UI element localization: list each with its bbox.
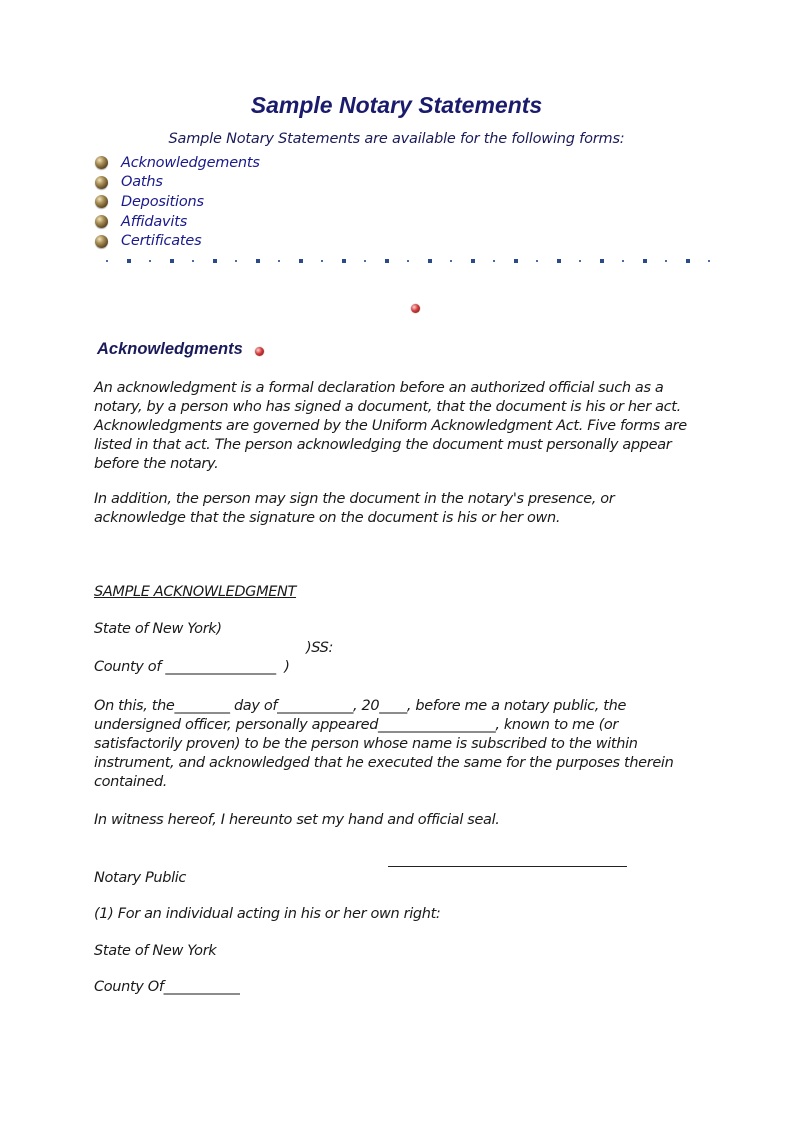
forms-list xyxy=(95,153,260,251)
page-title: Sample Notary Statements xyxy=(250,92,543,118)
list-item xyxy=(95,231,260,251)
link-oaths[interactable]: Oaths xyxy=(121,174,163,191)
list-item xyxy=(95,192,260,212)
bullet-icon xyxy=(95,176,108,189)
link-depositions[interactable]: Depositions xyxy=(121,193,204,210)
top-anchor-icon[interactable] xyxy=(411,304,420,313)
county-line-2: County Of___________ xyxy=(94,979,240,995)
bullet-icon xyxy=(95,156,108,169)
state-line: State of New York) xyxy=(94,621,222,637)
paragraph-definition: An acknowledgment is a formal declaration before an authorized official such as a notary, by a person who has signed a document, that the document is his or her act. Acknowledgments are governed by the Uniform Acknowledgment Act. Five forms are listed in that act. The person acknowledging the document must personally appear before the notary. xyxy=(94,380,687,472)
sample-heading: SAMPLE ACKNOWLEDGMENT xyxy=(94,584,297,600)
section-heading-acknowledgments: Acknowledgments xyxy=(97,340,243,358)
paragraph-addition: In addition, the person may sign the document in the notary's presence, or acknowledge that the signature on the document is his or her own. xyxy=(94,491,615,526)
ss-line: )SS: xyxy=(306,640,334,656)
paragraph-on-this: On this, the________ day of___________, 20____, before me a notary public, the undersigned officer, personally appeared_________________, known to me (or satisfactorily proven) to be the person whose name is subscribed to the within instrument, and acknowledged that he executed the same for the purposes therein contained. xyxy=(94,698,674,790)
page-subtitle: Sample Notary Statements are available for the following forms: xyxy=(168,131,625,147)
back-to-top-icon[interactable] xyxy=(255,347,264,356)
state-line-2: State of New York xyxy=(94,943,217,959)
signature-line xyxy=(388,866,627,867)
link-acknowledgements[interactable]: Acknowledgements xyxy=(121,154,260,171)
county-line: County of ________________ ) xyxy=(94,659,290,675)
bullet-icon xyxy=(95,195,108,208)
notary-public-label: Notary Public xyxy=(94,870,187,886)
bullet-icon xyxy=(95,215,108,228)
dotted-divider xyxy=(106,256,710,266)
list-item xyxy=(95,212,260,232)
link-certificates[interactable]: Certificates xyxy=(121,233,202,250)
list-item xyxy=(95,173,260,193)
list-item xyxy=(95,153,260,173)
individual-line: (1) For an individual acting in his or her own right: xyxy=(94,906,441,922)
link-affidavits[interactable]: Affidavits xyxy=(121,213,188,230)
bullet-icon xyxy=(95,235,108,248)
witness-line: In witness hereof, I hereunto set my hand and official seal. xyxy=(94,812,500,828)
